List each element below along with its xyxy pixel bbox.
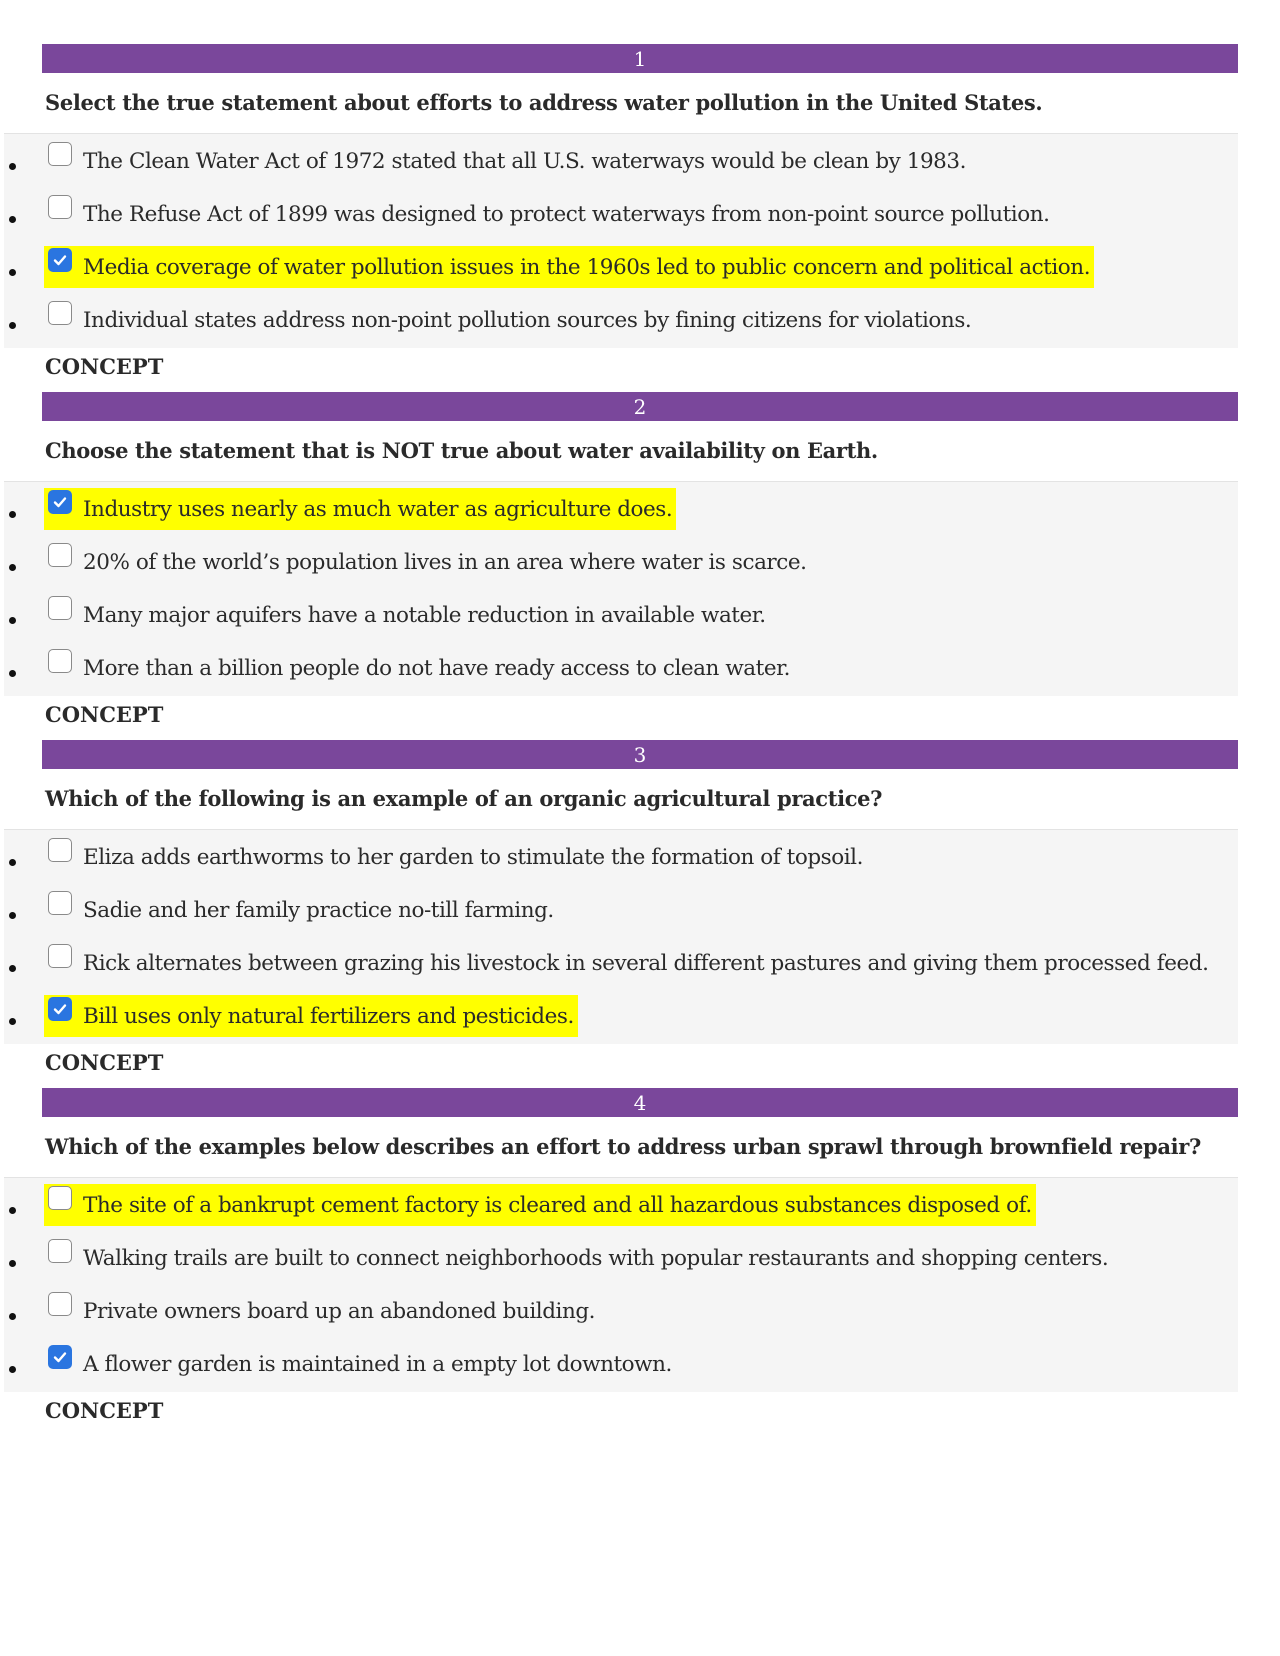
- answer-option-text: Industry uses nearly as much water as agriculture does.: [83, 496, 673, 522]
- question-number-header: 1: [42, 44, 1238, 73]
- bullet-icon: [9, 564, 16, 571]
- answer-option-text: The Refuse Act of 1899 was designed to protect waterways from non-point source pollution.: [83, 201, 1050, 227]
- answer-option[interactable]: [4, 832, 1238, 885]
- answer-option-body[interactable]: [44, 1184, 1036, 1226]
- checkmark-icon: [52, 252, 68, 268]
- answer-option-text: Media coverage of water pollution issues in the 1960s led to public concern and political action.: [83, 254, 1091, 280]
- answer-option-body[interactable]: [44, 1290, 599, 1332]
- answer-option-text: Private owners board up an abandoned building.: [83, 1298, 596, 1324]
- bullet-icon: [9, 1260, 16, 1267]
- checkbox-checked[interactable]: [48, 997, 72, 1021]
- checkbox-unchecked[interactable]: [48, 891, 72, 915]
- question-text: Select the true statement about efforts to address water pollution in the United States.: [45, 90, 1043, 115]
- question-block-4: [0, 1088, 1280, 1436]
- checkbox-unchecked[interactable]: [48, 1186, 72, 1210]
- bullet-icon: [9, 1018, 16, 1025]
- answer-option-text: The site of a bankrupt cement factory is cleared and all hazardous substances disposed of.: [83, 1192, 1032, 1218]
- concept-label: CONCEPT: [45, 1398, 164, 1423]
- answer-option-body[interactable]: [44, 140, 970, 182]
- bullet-icon: [9, 670, 16, 677]
- answer-option-text: The Clean Water Act of 1972 stated that all U.S. waterways would be clean by 1983.: [83, 148, 967, 174]
- answer-options-list: [4, 829, 1238, 1044]
- answer-option-body[interactable]: [44, 1343, 676, 1385]
- checkbox-unchecked[interactable]: [48, 142, 72, 166]
- answer-options-list: [4, 133, 1238, 348]
- answer-option[interactable]: [4, 242, 1238, 295]
- answer-option[interactable]: [4, 643, 1238, 696]
- answer-option[interactable]: [4, 295, 1238, 348]
- question-number-header: 3: [42, 740, 1238, 769]
- question-block-3: [0, 740, 1280, 1088]
- bullet-icon: [9, 617, 16, 624]
- answer-option[interactable]: [4, 590, 1238, 643]
- question-text: Which of the examples below describes an effort to address urban sprawl through brownfield repair?: [45, 1134, 1201, 1159]
- checkbox-checked[interactable]: [48, 248, 72, 272]
- checkbox-checked[interactable]: [48, 1345, 72, 1369]
- checkbox-unchecked[interactable]: [48, 1239, 72, 1263]
- answer-option[interactable]: [4, 1180, 1238, 1233]
- question-number-header: 4: [42, 1088, 1238, 1117]
- answer-option-body[interactable]: [44, 488, 676, 530]
- answer-option-text: More than a billion people do not have ready access to clean water.: [83, 655, 790, 681]
- answer-option[interactable]: [4, 1233, 1238, 1286]
- answer-option[interactable]: [4, 189, 1238, 242]
- answer-option-text: Many major aquifers have a notable reduction in available water.: [83, 602, 766, 628]
- checkmark-icon: [52, 494, 68, 510]
- answer-option[interactable]: [4, 885, 1238, 938]
- bullet-icon: [9, 269, 16, 276]
- checkbox-unchecked[interactable]: [48, 838, 72, 862]
- answer-option-text: 20% of the world’s population lives in an area where water is scarce.: [83, 549, 807, 575]
- bullet-icon: [9, 912, 16, 919]
- answer-option[interactable]: [4, 1339, 1238, 1392]
- answer-option[interactable]: [4, 938, 1238, 991]
- answer-option[interactable]: [4, 991, 1238, 1044]
- checkbox-unchecked[interactable]: [48, 1292, 72, 1316]
- concept-label: CONCEPT: [45, 702, 164, 727]
- checkbox-unchecked[interactable]: [48, 596, 72, 620]
- checkbox-unchecked[interactable]: [48, 944, 72, 968]
- answer-option-text: Bill uses only natural fertilizers and pesticides.: [83, 1003, 574, 1029]
- bullet-icon: [9, 1313, 16, 1320]
- bullet-icon: [9, 1207, 16, 1214]
- checkbox-unchecked[interactable]: [48, 649, 72, 673]
- bullet-icon: [9, 163, 16, 170]
- answer-option[interactable]: [4, 136, 1238, 189]
- quiz-container: [0, 44, 1280, 1436]
- answer-option-body[interactable]: [44, 942, 1212, 984]
- answer-option-text: Walking trails are built to connect neighborhoods with popular restaurants and shopping centers.: [83, 1245, 1109, 1271]
- checkbox-unchecked[interactable]: [48, 195, 72, 219]
- bullet-icon: [9, 859, 16, 866]
- answer-option-text: A flower garden is maintained in a empty lot downtown.: [83, 1351, 672, 1377]
- answer-option-body[interactable]: [44, 836, 867, 878]
- concept-label: CONCEPT: [45, 1050, 164, 1075]
- answer-option-body[interactable]: [44, 889, 558, 931]
- answer-option[interactable]: [4, 1286, 1238, 1339]
- answer-options-list: [4, 481, 1238, 696]
- bullet-icon: [9, 965, 16, 972]
- answer-option-body[interactable]: [44, 594, 770, 636]
- answer-option-body[interactable]: [44, 541, 811, 583]
- checkbox-unchecked[interactable]: [48, 543, 72, 567]
- answer-option-text: Eliza adds earthworms to her garden to stimulate the formation of topsoil.: [83, 844, 863, 870]
- answer-option-body[interactable]: [44, 647, 794, 689]
- bullet-icon: [9, 216, 16, 223]
- question-text: Choose the statement that is NOT true about water availability on Earth.: [45, 438, 878, 463]
- answer-option-text: Sadie and her family practice no-till farming.: [83, 897, 554, 923]
- answer-option[interactable]: [4, 484, 1238, 537]
- checkmark-icon: [52, 1001, 68, 1017]
- bullet-icon: [9, 1366, 16, 1373]
- answer-option-body[interactable]: [44, 299, 975, 341]
- bullet-icon: [9, 511, 16, 518]
- answer-option-body[interactable]: [44, 995, 578, 1037]
- question-number-header: 2: [42, 392, 1238, 421]
- answer-option-body[interactable]: [44, 246, 1094, 288]
- answer-option-text: Rick alternates between grazing his livestock in several different pastures and giving them processed feed.: [83, 950, 1209, 976]
- question-block-1: [0, 44, 1280, 392]
- concept-label: CONCEPT: [45, 354, 164, 379]
- checkbox-checked[interactable]: [48, 490, 72, 514]
- answer-option-body[interactable]: [44, 193, 1053, 235]
- checkmark-icon: [52, 1349, 68, 1365]
- bullet-icon: [9, 322, 16, 329]
- checkbox-unchecked[interactable]: [48, 301, 72, 325]
- answer-option-text: Individual states address non-point pollution sources by fining citizens for violations.: [83, 307, 972, 333]
- question-block-2: [0, 392, 1280, 740]
- answer-options-list: [4, 1177, 1238, 1392]
- answer-option-body[interactable]: [44, 1237, 1112, 1279]
- question-text: Which of the following is an example of an organic agricultural practice?: [45, 786, 883, 811]
- answer-option[interactable]: [4, 537, 1238, 590]
